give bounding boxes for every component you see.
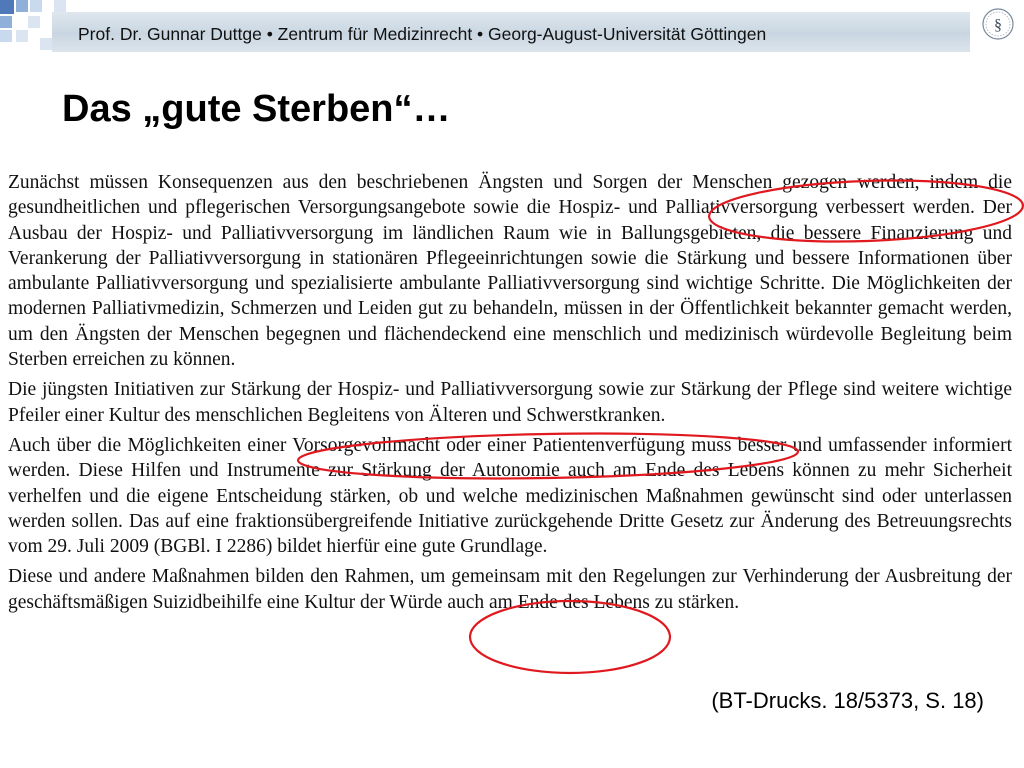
corner-square (54, 0, 66, 12)
corner-square (16, 30, 28, 42)
paragraph: Zunächst müssen Konsequenzen aus den beschriebenen Ängsten und Sorgen der Menschen gezogen werden, indem die gesundheitlichen und pflegerischen Versorgungsangebote sowie die Hospiz- und Palliativversorgung verbessert werden. Der Ausbau der Hospiz- und Palliativversorgung im ländlichen Raum wie in Ballungsgebieten, die bessere Finanzierung und Verankerung der Palliativversorgung in stationären Pflegeeinrichtungen sowie die Stärkung und bessere Informationen über ambulante Palliativversorgung und spezialisierte ambulante Palliativversorgung sind wichtige Schritte. Die Möglichkeiten der modernen Palliativmedizin, Schmerzen und Leiden gut zu behandeln, müssen in der Öffentlichkeit bekannter gemacht werden, um den Ängsten der Menschen begegnen und flächendeckend eine menschlich und medizinisch würdevolle Begleitung beim Sterben erreichen zu können. (8, 172, 1012, 371)
corner-square (0, 16, 12, 28)
svg-text:§: § (994, 17, 1002, 34)
corner-square (16, 0, 28, 12)
corner-square (28, 16, 40, 28)
corner-square (0, 0, 14, 14)
header-text: Prof. Dr. Gunnar Duttge • Zentrum für Medizinrecht • Georg-August-Universität Göttingen (78, 24, 767, 44)
corner-square (30, 0, 42, 12)
paragraph: Diese und andere Maßnahmen bilden den Rahmen, um gemeinsam mit den Regelungen zur Verhinderung der Ausbreitung der geschäftsmäßigen Suizidbeihilfe eine Kultur der Würde auch am Ende des Lebens zu stärken. (8, 566, 1012, 613)
paragraph: Auch über die Möglichkeiten einer Vorsorgevollmacht oder einer Patientenverfügung muss besser und umfassender informiert werden. Diese Hilfen und Instrumente zur Stärkung der Autonomie auch am Ende des Lebens können zu mehr Sicherheit verhelfen und die eigene Entscheidung stärken, ob und welche medizinischen Maßnahmen gewünscht sind oder unterlassen werden sollen. Das auf eine fraktionsübergreifende Initiative zurückgehende Dritte Gesetz zur Änderung des Betreuungsrechts vom 29. Juli 2009 (BGBl. I 2286) bildet hierfür eine gute Grundlage. (8, 434, 1012, 558)
citation: (BT-Drucks. 18/5373, S. 18) (711, 688, 984, 713)
paragraph: Die jüngsten Initiativen zur Stärkung der Hospiz- und Palliativversorgung sowie zur Stärkung der Pflege sind weitere wichtige Pfeiler einer Kultur des menschlichen Begleitens von Älteren und Schwerstkranken. (8, 379, 1012, 426)
slide-title: Das „gute Sterben“… (62, 88, 451, 130)
corner-square (0, 30, 12, 42)
document-excerpt (8, 170, 1012, 620)
corner-square (40, 38, 52, 50)
university-seal-icon (979, 6, 1017, 42)
